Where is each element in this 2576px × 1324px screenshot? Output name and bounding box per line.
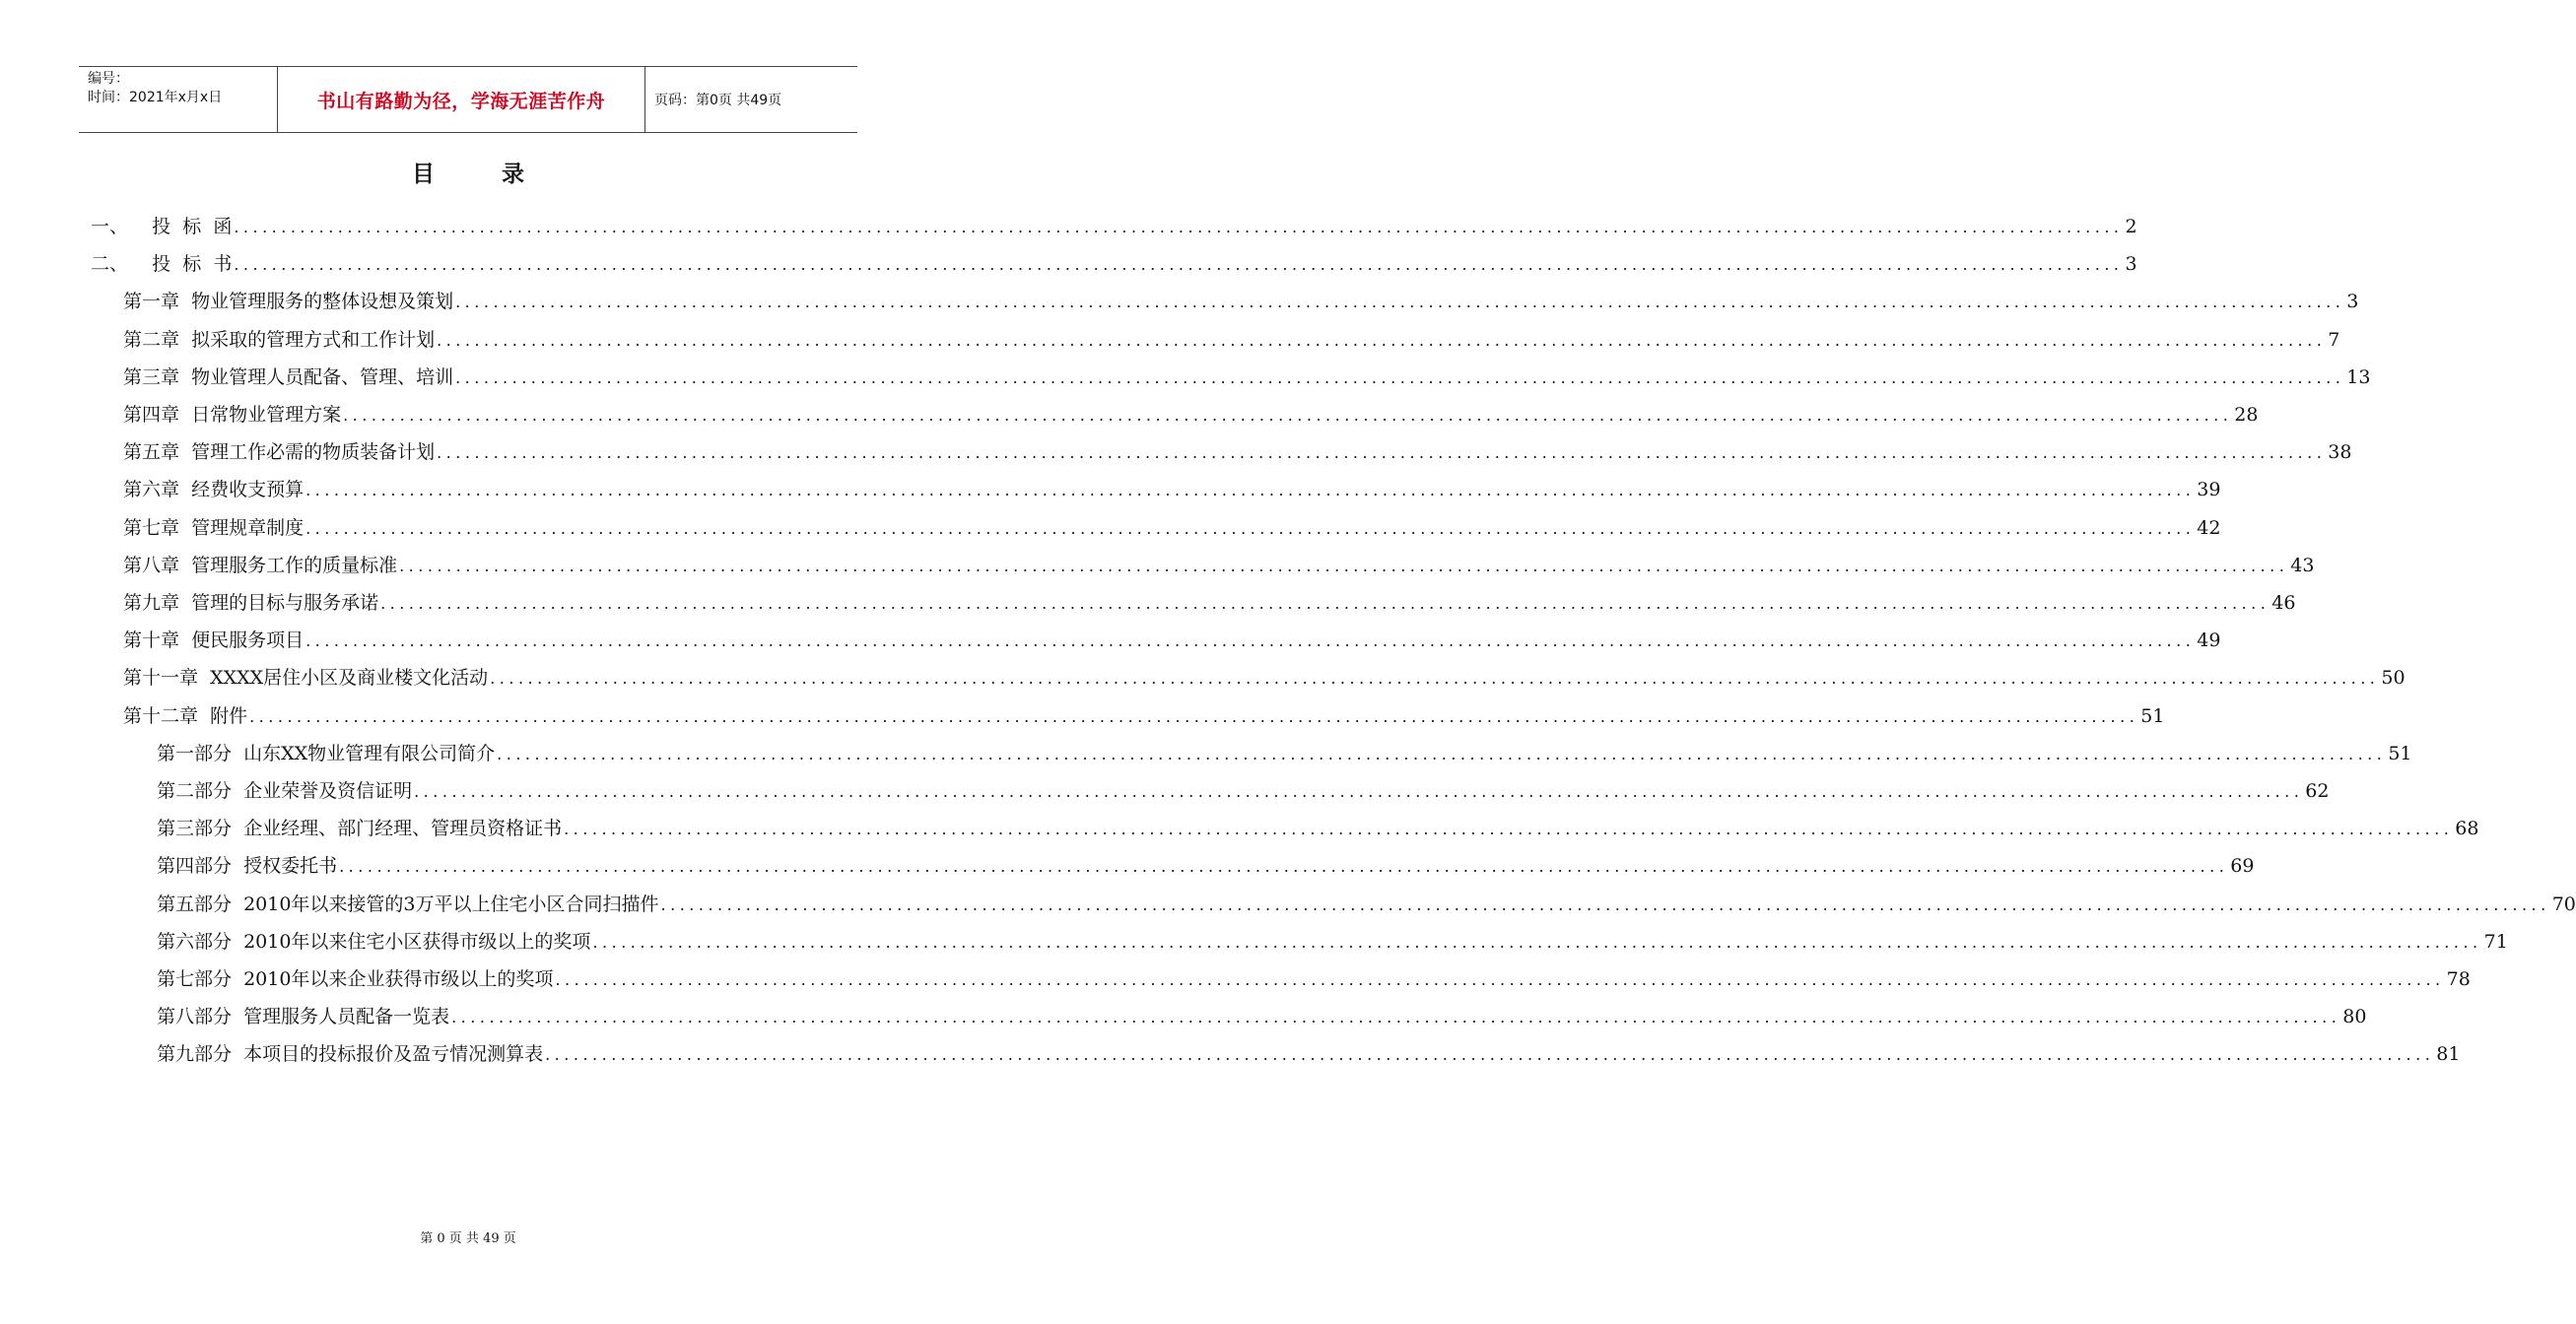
toc-entry-page: 62 (2305, 780, 2330, 802)
toc-entry-page: 46 (2271, 592, 2296, 614)
toc-entry-page: 71 (2483, 930, 2508, 953)
toc-entry-label: 第九章 管理的目标与服务承诺 (123, 592, 379, 614)
toc-leader-dots: ........................................................................................................................................................................................................ (564, 820, 2454, 839)
toc-leader-dots: ........................................................................................................................................................................................................ (414, 782, 2304, 801)
toc-entry[interactable] (123, 703, 2165, 729)
toc-entry[interactable] (123, 590, 2296, 616)
toc-leader-dots: ........................................................................................................................................................................................................ (455, 293, 2345, 312)
toc-entry[interactable] (157, 929, 2508, 955)
toc-entry-page: 13 (2346, 365, 2371, 388)
toc-entry[interactable] (123, 402, 2259, 428)
toc-entry-label: 第三章 物业管理人员配备、管理、培训 (123, 365, 454, 388)
toc-entry-label: 第一章 物业管理服务的整体设想及策划 (123, 291, 454, 313)
toc-entry-page: 51 (2388, 742, 2412, 764)
toc-entry-page: 38 (2328, 441, 2352, 464)
toc-leader-dots: ........................................................................................................................................................................................................ (399, 556, 2289, 575)
slogan: 书山有路勤为径，学海无涯苦作舟 (278, 67, 645, 132)
toc-leader-dots: ........................................................................................................................................................................................................ (380, 594, 2271, 613)
toc-entry[interactable] (157, 1041, 2461, 1067)
toc-leader-dots: ........................................................................................................................................................................................................ (234, 255, 2124, 275)
toc-leader-dots: ........................................................................................................................................................................................................ (490, 669, 2380, 689)
toc-entry[interactable] (157, 778, 2330, 804)
toc-leader-dots: ........................................................................................................................................................................................................ (343, 406, 2233, 425)
toc-leader-dots: ........................................................................................................................................................................................................ (451, 1008, 2341, 1027)
toc-entry-page: 39 (2197, 479, 2221, 501)
toc-entry[interactable] (157, 853, 2255, 879)
title-char-2: 录 (502, 162, 524, 187)
toc-entry-label: 第三部分 企业经理、部门经理、管理员资格证书 (157, 818, 563, 840)
toc-leader-dots: ........................................................................................................................................................................................................ (437, 330, 2327, 350)
toc-entry-label: 第十章 便民服务项目 (123, 629, 305, 652)
toc-leader-dots: ........................................................................................................................................................................................................ (437, 443, 2327, 463)
toc-leader-dots: ........................................................................................................................................................................................................ (497, 744, 2387, 763)
date-label: 时间：2021年x月x日 (88, 90, 223, 105)
toc-entry[interactable] (123, 628, 2221, 653)
toc-entry-page: 7 (2328, 328, 2340, 351)
toc-leader-dots: ........................................................................................................................................................................................................ (339, 857, 2229, 877)
page-title (0, 156, 936, 188)
toc-entry[interactable] (157, 892, 2576, 917)
toc-leader-dots: ........................................................................................................................................................................................................ (592, 932, 2482, 952)
toc-entry-page: 43 (2290, 554, 2315, 576)
toc-entry[interactable] (123, 327, 2340, 353)
toc-entry[interactable] (123, 553, 2315, 578)
toc-entry[interactable] (157, 816, 2479, 841)
toc-entry-label: 第十一章 XXXX居住小区及商业楼文化活动 (123, 667, 489, 690)
toc-entry[interactable] (123, 289, 2359, 314)
toc-entry[interactable] (157, 741, 2412, 766)
page-footer: 第 0 页 共 49 页 (420, 1231, 516, 1246)
toc-leader-dots: ........................................................................................................................................................................................................ (305, 481, 2196, 500)
toc-leader-dots: ........................................................................................................................................................................................................ (545, 1045, 2435, 1065)
toc-entry-label: 第四章 日常物业管理方案 (123, 404, 342, 426)
toc-entry-label: 第二章 拟采取的管理方式和工作计划 (123, 328, 436, 351)
toc-leader-dots: ........................................................................................................................................................................................................ (455, 367, 2345, 387)
toc-entry-label: 第五部分 2010年以来接管的3万平以上住宅小区合同扫描件 (157, 893, 659, 915)
toc-entry[interactable] (123, 665, 2406, 691)
toc-entry-page: 51 (2140, 704, 2165, 727)
toc-entry-page: 70 (2551, 893, 2576, 915)
toc-entry-page: 49 (2197, 629, 2221, 652)
toc-entry-page: 42 (2197, 516, 2221, 539)
header-info-cell (79, 67, 278, 132)
toc-entry[interactable] (91, 251, 2137, 277)
toc-entry-label: 第一部分 山东XX物业管理有限公司简介 (157, 742, 496, 764)
toc-entry[interactable] (157, 966, 2471, 992)
toc-entry[interactable] (123, 477, 2221, 502)
toc-entry[interactable] (123, 439, 2352, 465)
toc-entry-label: 第四部分 授权委托书 (157, 855, 338, 878)
toc-entry-page: 78 (2446, 968, 2471, 990)
toc-entry-label: 一、 投 标 函 (91, 216, 233, 237)
toc-entry-page: 69 (2230, 855, 2255, 878)
toc-entry-label: 第八部分 管理服务人员配备一览表 (157, 1006, 450, 1028)
toc-entry-label: 第九部分 本项目的投标报价及盈亏情况测算表 (157, 1043, 544, 1066)
toc-entry-page: 3 (2125, 253, 2137, 276)
toc-leader-dots: ........................................................................................................................................................................................................ (305, 518, 2196, 538)
toc-leader-dots: ........................................................................................................................................................................................................ (660, 894, 2550, 914)
toc-leader-dots: ........................................................................................................................................................................................................ (249, 706, 2139, 726)
toc-leader-dots: ........................................................................................................................................................................................................ (305, 631, 2196, 651)
toc-entry-page: 80 (2342, 1006, 2367, 1028)
toc-entry-label: 第七章 管理规章制度 (123, 516, 305, 539)
toc-entry-label: 第六部分 2010年以来住宅小区获得市级以上的奖项 (157, 930, 591, 953)
toc-entry[interactable] (91, 214, 2137, 239)
toc-entry-page: 68 (2455, 818, 2479, 840)
toc-entry[interactable] (123, 515, 2221, 541)
toc-entry-page: 3 (2346, 291, 2359, 313)
toc-entry-label: 二、 投 标 书 (91, 253, 233, 276)
title-char-1: 目 (412, 162, 435, 187)
page-info: 页码：第0页 共49页 (654, 93, 782, 108)
toc-entry-label: 第六章 经费收支预算 (123, 479, 305, 501)
toc-entry[interactable] (157, 1004, 2367, 1029)
header-table (79, 66, 857, 133)
toc-entry-page: 50 (2381, 667, 2406, 690)
toc-entry-page: 81 (2436, 1043, 2461, 1066)
toc-entry-label: 第八章 管理服务工作的质量标准 (123, 554, 398, 576)
toc-leader-dots: ........................................................................................................................................................................................................ (234, 218, 2124, 236)
toc-entry-label: 第二部分 企业荣誉及资信证明 (157, 780, 413, 802)
toc-leader-dots: ........................................................................................................................................................................................................ (555, 970, 2445, 989)
toc-entry-page: 2 (2125, 216, 2137, 237)
toc-entry-label: 第十二章 附件 (123, 704, 248, 727)
number-label: 编号： (88, 71, 129, 87)
toc-entry-page: 28 (2234, 404, 2259, 426)
toc-entry-label: 第五章 管理工作必需的物质装备计划 (123, 441, 436, 464)
toc-entry[interactable] (123, 364, 2371, 390)
toc-entry-label: 第七部分 2010年以来企业获得市级以上的奖项 (157, 968, 554, 990)
